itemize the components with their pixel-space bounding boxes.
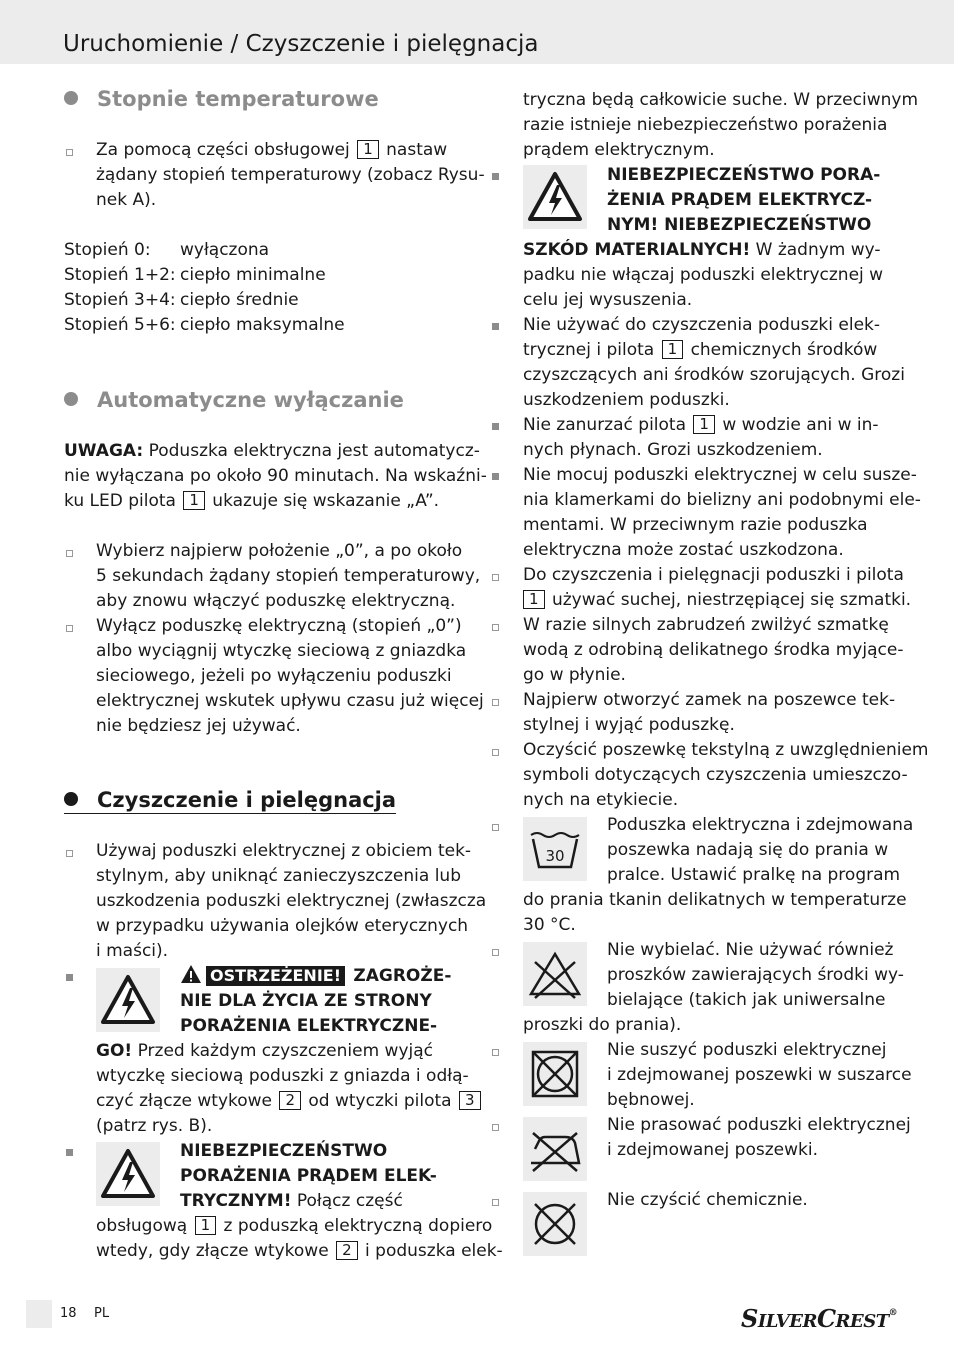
level-row: Stopień 5+6: ciepło maksymalne — [64, 315, 345, 335]
heading-bullet-icon — [64, 392, 78, 406]
list-item: Nie zanurzać pilota 1 w wodzie ani w in- nych płynach. Grozi uszkodzeniem. — [523, 413, 891, 463]
page-number: 18 — [60, 1306, 77, 1321]
footer-tab — [26, 1300, 52, 1328]
no-dry-clean-icon — [523, 1192, 587, 1256]
continued-paragraph: tryczna będą całkowicie suche. W przeciwnym razie istnieje niebezpieczeństwo porażenia prądem elektrycznym. — [523, 90, 919, 160]
auto-off-note: UWAGA: Poduszka elektryczna jest automatycz- nie wyłączana po około 90 minutach. Na wskaźni- ku LED pilota 1 ukazuje się wskazanie „A”. — [64, 441, 487, 511]
language-code: PL — [94, 1306, 110, 1321]
square-bullet-icon — [66, 550, 73, 557]
section-heading-cleaning: Czyszczenie i pielęgnacja — [64, 786, 396, 814]
care-item-dry-clean: Nie czyścić chemicznie. — [523, 1188, 891, 1213]
warning-triangle-icon — [180, 964, 202, 984]
filled-bullet-icon — [492, 473, 499, 480]
brand-logo: SILVERCREST® — [741, 1304, 898, 1333]
no-tumble-dry-icon — [523, 1042, 587, 1106]
list-item: Oczyścić poszewkę tekstylną z uwzględnieniem symboli dotyczących czyszczenia umieszczo- nych na etykiecie. — [523, 738, 891, 813]
part-number-box: 2 — [279, 1091, 301, 1110]
heading-bullet-icon — [64, 792, 78, 806]
level-row: Stopień 1+2: ciepło minimalne — [64, 265, 326, 285]
filled-bullet-icon — [66, 974, 73, 981]
square-bullet-icon — [492, 1199, 499, 1206]
care-item-ironing: Nie prasować poduszki elektrycznej i zdejmowanej poszewki. — [523, 1113, 891, 1163]
list-item: Nie używać do czyszczenia poduszki elek- trycznej i pilota 1 chemicznych środków czyszczących ani środków szorujących. Grozi uszkodzeniem poduszki. — [523, 313, 891, 413]
list-item: Nie mocuj poduszki elektrycznej w celu susze- nia klamerkami do bielizny ani podobnymi ele- mentami. W przeciwnym razie poduszka elektryczna może zostać uszkodzona. — [523, 463, 891, 563]
square-bullet-icon — [492, 1124, 499, 1131]
square-bullet-icon — [66, 149, 73, 156]
section-heading-temperature: Stopnie temperaturowe — [64, 85, 379, 113]
care-item-bleach: Nie wybielać. Nie używać również proszków zawierających środki wy- bielające (takich jak uniwersalne proszki do prania). — [523, 938, 891, 1038]
part-number-box: 1 — [523, 590, 545, 609]
no-ironing-icon — [523, 1117, 587, 1181]
heading-bullet-icon — [64, 91, 78, 105]
wash-30-icon — [523, 817, 587, 881]
square-bullet-icon — [66, 625, 73, 632]
square-bullet-icon — [492, 824, 499, 831]
part-number-box: 2 — [336, 1241, 358, 1260]
part-number-box: 1 — [183, 491, 205, 510]
level-row: Stopień 3+4: ciepło średnie — [64, 290, 299, 310]
level-row: Stopień 0: wyłączona — [64, 240, 270, 260]
list-item: Do czyszczenia i pielęgnacji poduszki i pilota 1 używać suchej, niestrzępiącej się szmatki. — [523, 563, 891, 613]
square-bullet-icon — [492, 624, 499, 631]
part-number-box: 3 — [459, 1091, 481, 1110]
section-heading-auto-off: Automatyczne wyłączanie — [64, 386, 404, 414]
filled-bullet-icon — [492, 173, 499, 180]
care-item-dryer: Nie suszyć poduszki elektrycznej i zdejmowanej poszewki w suszarce bębnowej. — [523, 1038, 891, 1113]
square-bullet-icon — [492, 1049, 499, 1056]
filled-bullet-icon — [492, 423, 499, 430]
part-number-box: 1 — [662, 340, 684, 359]
square-bullet-icon — [492, 749, 499, 756]
square-bullet-icon — [492, 699, 499, 706]
list-item: Najpierw otworzyć zamek na poszewce tek- stylnej i wyjąć poduszkę. — [523, 688, 891, 738]
page-title: Uruchomienie / Czyszczenie i pielęgnacja — [63, 31, 539, 57]
square-bullet-icon — [492, 574, 499, 581]
list-item: W razie silnych zabrudzeń zwilżyć szmatkę wodą z odrobiną delikatnego środka myjące- go w płynie. — [523, 613, 891, 688]
no-bleach-icon — [523, 942, 587, 1006]
svg-text:30: 30 — [545, 847, 565, 865]
filled-bullet-icon — [492, 323, 499, 330]
part-number-box: 1 — [693, 415, 715, 434]
care-item-wash: 30 Poduszka elektryczna i zdejmowana poszewka nadają się do prania w pralce. Ustawić pralkę na program do prania tkanin delikatnych w temperaturze 30 °C. — [523, 813, 891, 938]
part-number-box: 1 — [357, 140, 379, 159]
square-bullet-icon — [66, 850, 73, 857]
square-bullet-icon — [492, 949, 499, 956]
filled-bullet-icon — [66, 1149, 73, 1156]
part-number-box: 1 — [195, 1216, 217, 1235]
